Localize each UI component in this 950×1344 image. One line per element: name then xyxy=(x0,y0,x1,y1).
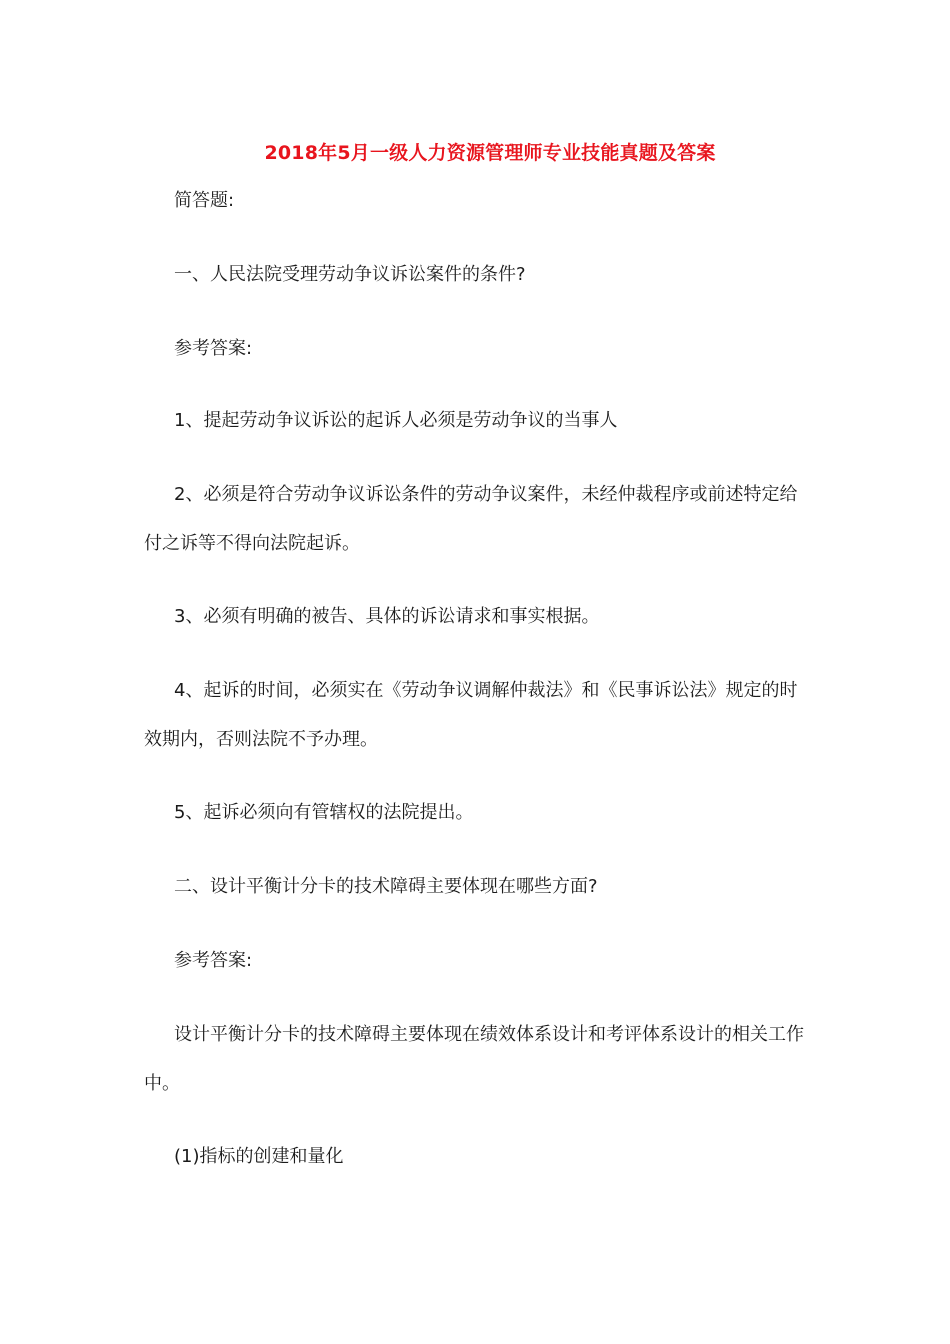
answer-2-item-1: (1)指标的创建和量化 xyxy=(174,1146,344,1167)
answer-label-1: 参考答案: xyxy=(174,338,253,359)
answer-1-item-5: 5、起诉必须向有管辖权的法院提出。 xyxy=(174,802,474,823)
section-label-short-answer: 简答题: xyxy=(174,190,235,211)
question-2: 二、设计平衡计分卡的技术障碍主要体现在哪些方面? xyxy=(174,876,598,897)
answer-1-item-3: 3、必须有明确的被告、具体的诉讼请求和事实根据。 xyxy=(174,606,600,627)
question-1: 一、人民法院受理劳动争议诉讼案件的条件? xyxy=(174,264,526,285)
answer-label-2: 参考答案: xyxy=(174,950,253,971)
answer-1-item-4: 4、起诉的时间，必须实在《劳动争议调解仲裁法》和《民事诉讼法》规定的时效期内，否则法院不予办理。 xyxy=(144,680,798,750)
answer-2-intro: 设计平衡计分卡的技术障碍主要体现在绩效体系设计和考评体系设计的相关工作中。 xyxy=(144,1024,804,1094)
answer-1-item-1: 1、提起劳动争议诉讼的起诉人必须是劳动争议的当事人 xyxy=(174,410,618,431)
document-title: 2018年5月一级人力资源管理师专业技能真题及答案 xyxy=(264,142,716,164)
answer-1-item-2: 2、必须是符合劳动争议诉讼条件的劳动争议案件，未经仲裁程序或前述特定给付之诉等不得向法院起诉。 xyxy=(144,484,798,554)
